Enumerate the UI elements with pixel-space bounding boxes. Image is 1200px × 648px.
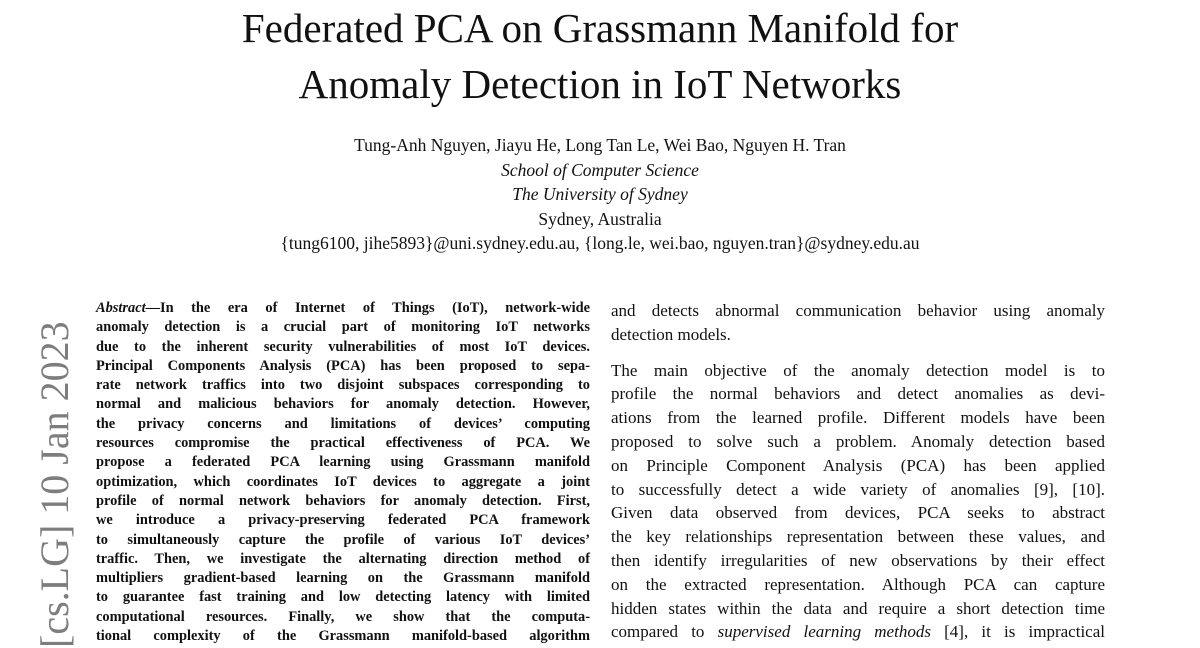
abstract-column bbox=[96, 299, 590, 646]
abstract-line: we introduce a privacy-preserving federated PCA framework bbox=[96, 512, 590, 529]
abstract-line: multipliers gradient-based learning on the Grassmann manifold bbox=[96, 570, 590, 587]
abstract-dash: — bbox=[145, 300, 160, 316]
body-line-citation bbox=[611, 620, 1105, 644]
paragraph-gap bbox=[611, 347, 1105, 359]
abstract-line-1 bbox=[96, 299, 590, 318]
body-column bbox=[611, 299, 1105, 644]
body-italic-term: supervised learning methods bbox=[717, 622, 931, 642]
author-location: Sydney, Australia bbox=[538, 208, 662, 229]
abstract-line: tional complexity of the Grassmann manifold-based algorithm bbox=[96, 628, 590, 645]
body-line: Given data observed from devices, PCA seeks to abstract bbox=[611, 503, 1105, 523]
body-line: detection models. bbox=[611, 324, 731, 344]
body-line: profile the normal behaviors and detect anomalies as devi- bbox=[611, 384, 1105, 404]
abstract-line: computational resources. Finally, we show that the computa- bbox=[96, 608, 590, 625]
body-line: the key relationships representation between these values, and bbox=[611, 527, 1105, 547]
body-text: compared to bbox=[611, 622, 718, 642]
abstract-line: propose a federated PCA learning using Grassmann manifold bbox=[96, 454, 590, 471]
body-line: on the extracted representation. Although PCA can capture bbox=[611, 574, 1105, 594]
abstract-line: Principal Components Analysis (PCA) has been proposed to sepa- bbox=[96, 357, 590, 374]
author-school: School of Computer Science bbox=[501, 159, 699, 180]
abstract-line: to simultaneously capture the profile of various IoT devices’ bbox=[96, 531, 590, 548]
abstract-label: Abstract bbox=[96, 300, 146, 316]
abstract-line: optimization, which coordinates IoT devices to aggregate a joint bbox=[96, 473, 590, 490]
abstract-line: the privacy concerns and limitations of devices’ computing bbox=[96, 415, 590, 432]
body-line: hidden states within the data and require a short detection time bbox=[611, 598, 1105, 618]
author-names: Tung-Anh Nguyen, Jiayu He, Long Tan Le, Wei Bao, Nguyen H. Tran bbox=[354, 135, 846, 155]
body-line: on Principle Component Analysis (PCA) has been applied bbox=[611, 455, 1105, 475]
abstract-line: traffic. Then, we investigate the alternating direction method of bbox=[96, 550, 590, 567]
title-line-1: Federated PCA on Grassmann Manifold for bbox=[241, 5, 959, 51]
body-line: The main objective of the anomaly detection model is to bbox=[611, 360, 1105, 380]
arxiv-stamp: [cs.LG] 10 Jan 2023 bbox=[32, 321, 77, 648]
author-emails: {tung6100, jihe5893}@uni.sydney.edu.au, {long.le, wei.bao, nguyen.tran}@sydney.edu.au bbox=[280, 233, 920, 253]
abstract-line-text: In the era of Internet of Things (IoT), network-wide bbox=[159, 300, 590, 316]
paper-title bbox=[0, 0, 1200, 112]
abstract-line: rate network traffics into two disjoint subspaces corresponding to bbox=[96, 377, 590, 394]
body-line: ations from the learned profile. Different models have been bbox=[611, 408, 1105, 428]
abstract-line: resources compromise the practical effectiveness of PCA. We bbox=[96, 435, 590, 452]
author-university: The University of Sydney bbox=[512, 184, 688, 204]
abstract-line: due to the inherent security vulnerabilities of most IoT devices. bbox=[96, 338, 590, 355]
abstract-line: normal and malicious behaviors for anomaly detection. However, bbox=[96, 396, 590, 413]
abstract-line: anomaly detection is a crucial part of monitoring IoT networks bbox=[96, 319, 590, 336]
body-text: [4], it is impractical bbox=[930, 622, 1105, 642]
abstract-line: to guarantee fast training and low detecting latency with limited bbox=[96, 589, 590, 606]
author-block bbox=[0, 133, 1200, 256]
abstract-line: profile of normal network behaviors for anomaly detection. First, bbox=[96, 492, 590, 509]
title-line-2: Anomaly Detection in IoT Networks bbox=[298, 61, 902, 107]
body-line: proposed to solve such a problem. Anomaly detection based bbox=[611, 431, 1105, 451]
body-line: and detects abnormal communication behavior using anomaly bbox=[611, 301, 1105, 320]
body-line: to successfully detect a wide variety of anomalies [9], [10]. bbox=[611, 479, 1105, 499]
body-line: then identify irregularities of new observations by their effect bbox=[611, 550, 1105, 570]
